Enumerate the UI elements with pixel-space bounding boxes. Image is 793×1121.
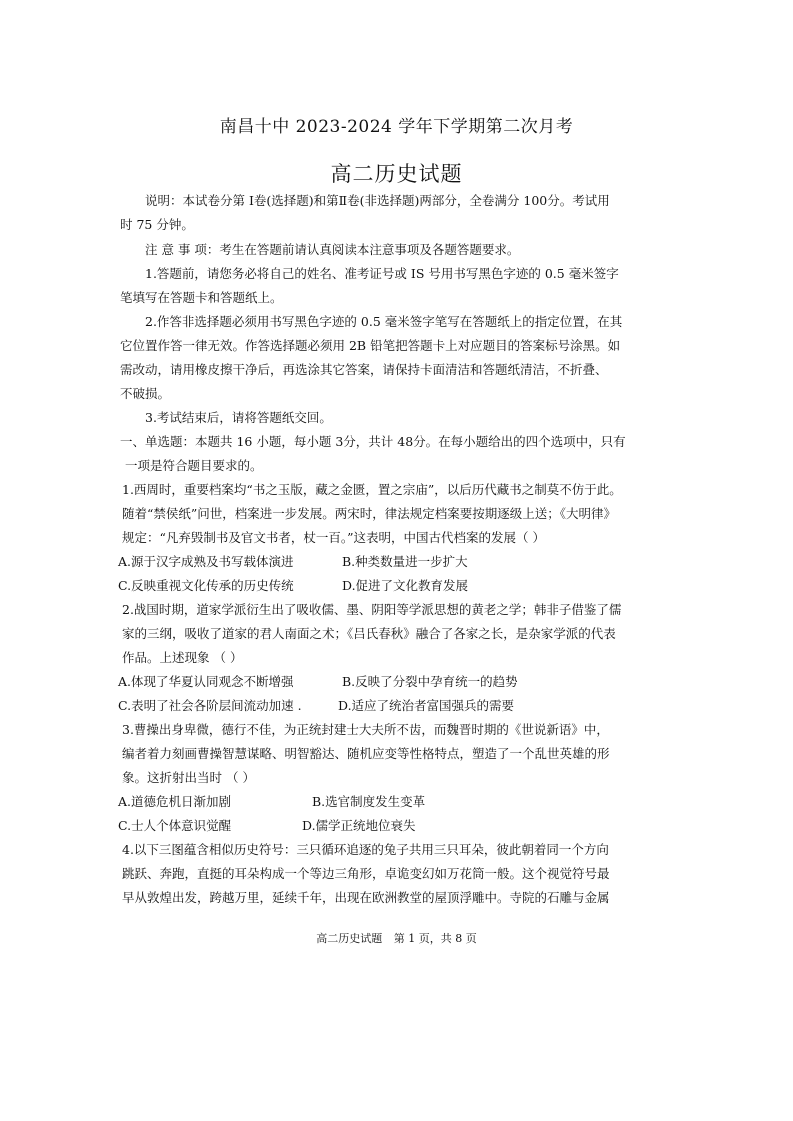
q1-stem-a: 1.西周时，重要档案均“书之玉版，藏之金匮，置之宗庙”，以后历代藏书之制莫不仿于此。: [122, 482, 622, 497]
notice-item-1a: 1.答题前，请您务必将自己的姓名、准考证号或 IS 号用书写黑色字迹的 0.5 毫米签字: [145, 266, 619, 281]
q1-option-b: B.种类数量进一步扩大: [342, 554, 468, 569]
q2-stem-a: 2.战国时期，道家学派衍生出了吸收儒、墨、阴阳等学派思想的黄老之学；韩非子借鉴了儒: [122, 602, 622, 617]
q3-stem-b: 编者着力刻画曹操智慧谋略、明智豁达、随机应变等性格特点，塑造了一个乱世英雄的形: [122, 746, 610, 761]
q1-stem-c: 规定：“凡弃毁制书及官文书者，杖一百。”这表明，中国古代档案的发展（ ）: [122, 530, 546, 545]
subject-title: 高二历史试题: [330, 162, 463, 186]
instructions-line-2: 时 75 分钟。: [120, 217, 194, 232]
q2-stem-c: 作品。上述现象 （ ）: [122, 650, 243, 665]
q3-option-b: B.选官制度发生变革: [312, 794, 426, 809]
section-1-heading-a: 一、单选题：本题共 16 小题，每小题 3分，共计 48分。在每小题给出的四个选项中，只有: [120, 434, 626, 449]
exam-title: 南昌十中 2023-2024 学年下学期第二次月考: [219, 117, 574, 137]
q3-stem-a: 3.曹操出身卑微，德行不佳，为正统封建士大夫所不齿，而魏晋时期的《世说新语》中，: [122, 722, 609, 737]
footer-page-info: 第 1 页，共 8 页: [393, 932, 477, 945]
q3-option-c: C.士人个体意识觉醒: [118, 818, 232, 833]
q2-option-d: D.适应了统治者富国强兵的需要: [338, 698, 515, 713]
q1-option-d: D.促进了文化教育发展: [342, 578, 469, 593]
instructions-line-1: 说明：本试卷分第 Ⅰ卷(选择题)和第Ⅱ卷(非选择题)两部分，全卷满分 100分。考试用: [145, 193, 610, 208]
q4-stem-c: 早从敦煌出发，跨越万里，延续千年，出现在欧洲教堂的屋顶浮雕中。寺院的石雕与金属: [122, 890, 610, 905]
notice-item-2c: 需改动，请用橡皮擦干净后，再选涂其它答案，请保持卡面清洁和答题纸清洁，不折叠、: [120, 362, 608, 377]
q2-option-b: B.反映了分裂中孕育统一的趋势: [342, 674, 518, 689]
notice-item-2d: 不破损。: [120, 386, 171, 401]
q1-option-c: C.反映重视文化传承的历史传统: [118, 578, 294, 593]
footer-subject: 高二历史试题: [316, 932, 383, 945]
q4-stem-a: 4.以下三图蕴含相似历史符号：三只循环追逐的兔子共用三只耳朵，彼此朝着同一个方向: [122, 842, 609, 857]
q3-option-a: A.道德危机日渐加剧: [118, 794, 232, 809]
q4-stem-b: 跳跃、奔跑，直挺的耳朵构成一个等边三角形，卓诡变幻如万花筒一般。这个视觉符号最: [122, 866, 610, 881]
q1-option-a: A.源于汉字成熟及书写载体演进: [118, 554, 294, 569]
q3-stem-c: 象。这折射出当时 （ ）: [122, 770, 255, 785]
page-footer: [0, 930, 793, 946]
notice-item-2a: 2.作答非选择题必须用书写黑色字迹的 0.5 毫米签字笔写在答题纸上的指定位置，在其: [145, 314, 623, 329]
q1-stem-b: 随着“禁侯纸”问世，档案进一步发展。两宋时，律法规定档案要按期逐级上送；《大明律》: [122, 506, 617, 521]
notice-item-3: 3.考试结束后，请将答题纸交回。: [145, 410, 332, 425]
notice-item-2b: 它位置作答一律无效。作答选择题必须用 2B 铅笔把答题卡上对应题目的答案标号涂黑。如: [120, 338, 621, 353]
q2-option-a: A.体现了华夏认同观念不断增强: [118, 674, 294, 689]
q2-option-c: C.表明了社会各阶层间流动加速 .: [118, 698, 302, 713]
q2-stem-b: 家的三纲，吸收了道家的君人南面之术；《吕氏春秋》融合了各家之长，是杂家学派的代表: [122, 626, 616, 641]
section-1-heading-b: 一项是符合题目要求的。: [125, 458, 263, 473]
q3-option-d: D.儒学正统地位衰失: [302, 818, 416, 833]
notice-heading: 注 意 事 项：考生在答题前请认真阅读本注意事项及各题答题要求。: [145, 242, 520, 257]
notice-item-1b: 笔填写在答题卡和答题纸上。: [120, 290, 283, 305]
